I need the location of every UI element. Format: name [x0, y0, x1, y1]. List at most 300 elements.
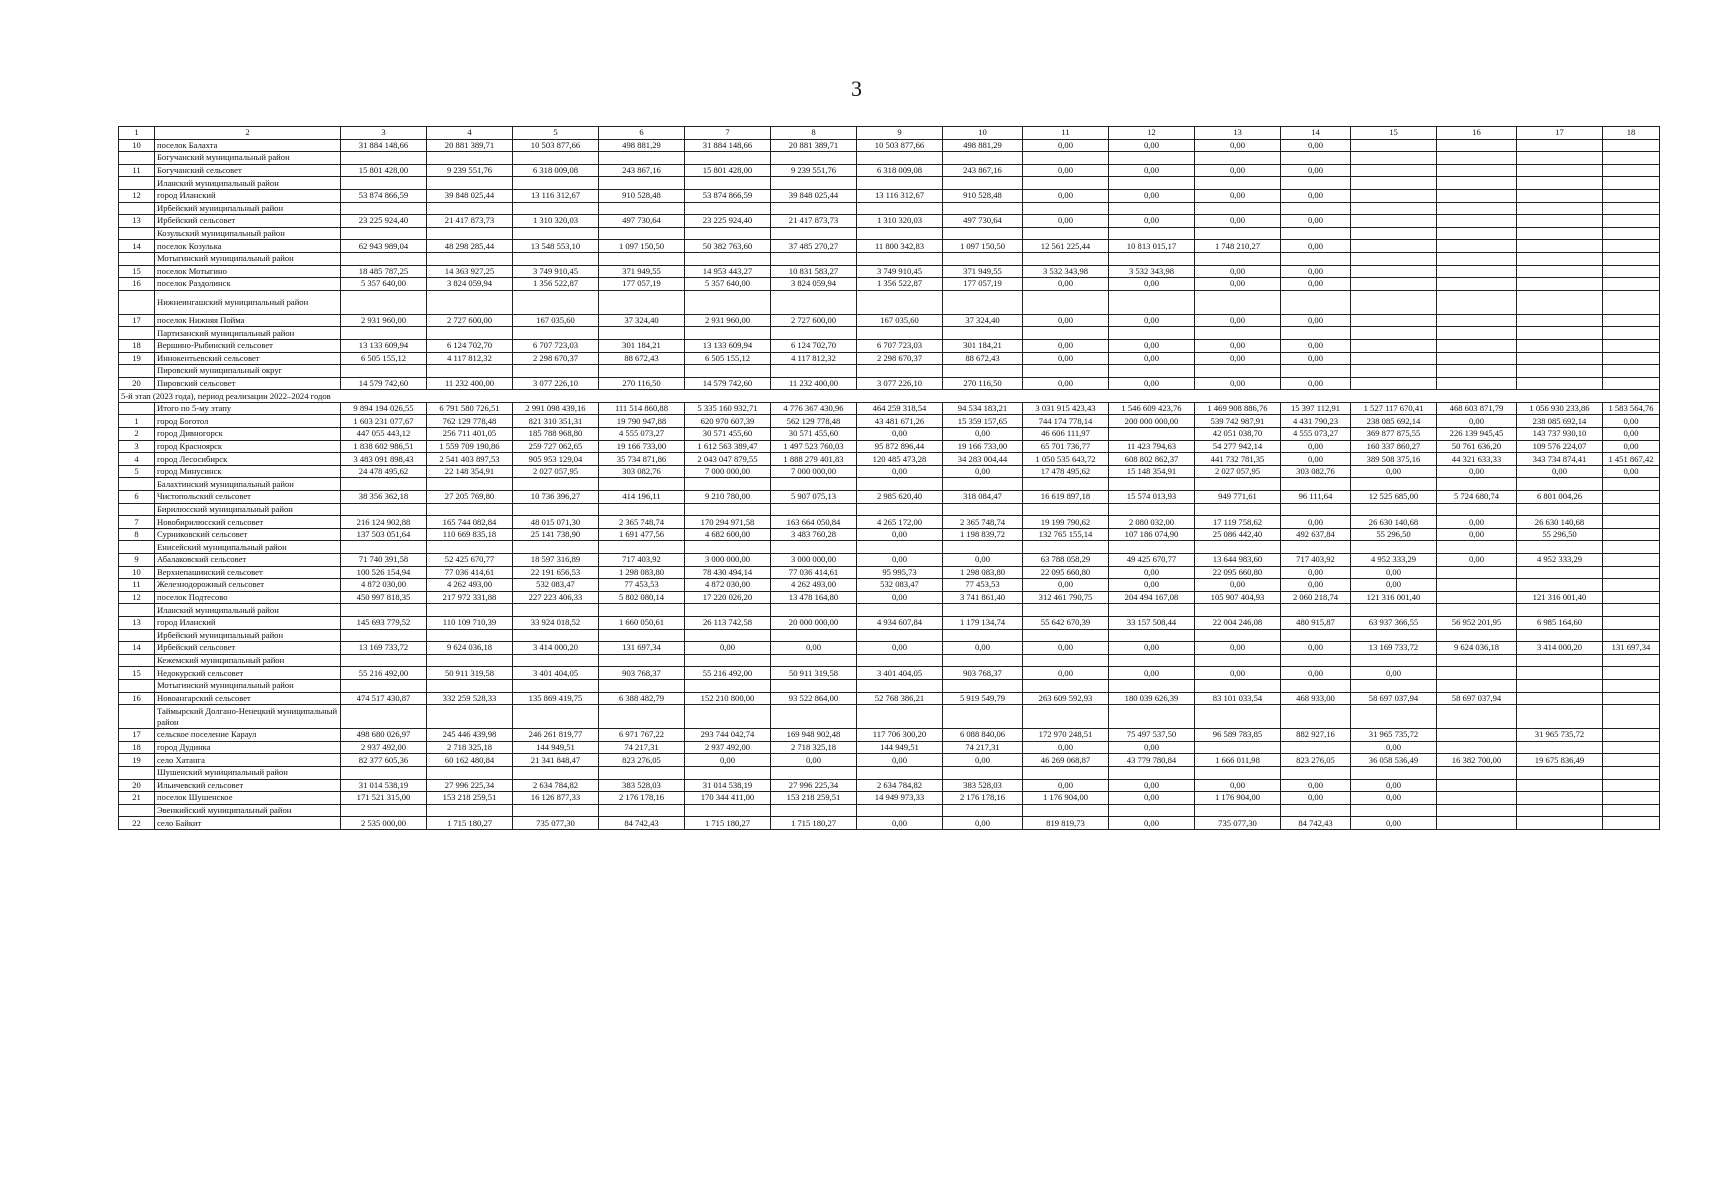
- value-cell: [1437, 667, 1517, 680]
- value-cell: [1109, 654, 1195, 667]
- value-cell: [513, 654, 599, 667]
- value-cell: 36 058 536,49: [1351, 754, 1437, 767]
- value-cell: 823 276,05: [599, 754, 685, 767]
- settlement-name: Абалаковский сельсовет: [155, 554, 341, 567]
- row-number: 16: [119, 278, 155, 291]
- value-cell: 3 414 000,20: [1517, 642, 1603, 655]
- value-cell: 31 014 538,19: [341, 779, 427, 792]
- value-cell: 17 478 495,62: [1023, 465, 1109, 478]
- value-cell: [1603, 352, 1660, 365]
- value-cell: 6 985 164,60: [1517, 616, 1603, 629]
- value-cell: 0,00: [1195, 339, 1281, 352]
- value-cell: 0,00: [1351, 667, 1437, 680]
- value-cell: [427, 604, 513, 617]
- value-cell: [1109, 804, 1195, 817]
- value-cell: 0,00: [1351, 465, 1437, 478]
- value-cell: 1 310 320,03: [857, 215, 943, 228]
- value-cell: [771, 152, 857, 165]
- value-cell: [771, 290, 857, 314]
- value-cell: [1437, 654, 1517, 667]
- value-cell: [857, 804, 943, 817]
- value-cell: 9 239 551,76: [771, 164, 857, 177]
- value-cell: [341, 541, 427, 554]
- value-cell: 48 015 071,30: [513, 516, 599, 529]
- value-cell: 0,00: [1195, 139, 1281, 152]
- value-cell: 0,00: [1195, 352, 1281, 365]
- table-row: [119, 642, 1660, 655]
- value-cell: 171 521 315,00: [341, 792, 427, 805]
- value-cell: 37 324,40: [943, 314, 1023, 327]
- value-cell: [1351, 654, 1437, 667]
- value-cell: 58 697 037,94: [1437, 692, 1517, 705]
- value-cell: 71 740 391,58: [341, 554, 427, 567]
- value-cell: 10 831 583,27: [771, 265, 857, 278]
- table-row: [119, 667, 1660, 680]
- value-cell: 3 000 000,00: [685, 554, 771, 567]
- value-cell: 383 528,03: [943, 779, 1023, 792]
- value-cell: 170 344 411,00: [685, 792, 771, 805]
- value-cell: 735 077,30: [1195, 817, 1281, 830]
- value-cell: [1437, 377, 1517, 390]
- value-cell: [1437, 579, 1517, 592]
- value-cell: 177 057,19: [943, 278, 1023, 291]
- header-cell: 14: [1281, 127, 1351, 140]
- value-cell: [341, 227, 427, 240]
- value-cell: 246 261 819,77: [513, 729, 599, 742]
- value-cell: [857, 365, 943, 378]
- value-cell: 22 004 246,08: [1195, 616, 1281, 629]
- value-cell: [1437, 152, 1517, 165]
- value-cell: [599, 202, 685, 215]
- value-cell: [427, 365, 513, 378]
- value-cell: [1603, 152, 1660, 165]
- value-cell: 0,00: [1109, 352, 1195, 365]
- value-cell: 1 298 083,80: [943, 566, 1023, 579]
- value-cell: 0,00: [1603, 465, 1660, 478]
- header-cell: 16: [1437, 127, 1517, 140]
- value-cell: [1603, 616, 1660, 629]
- row-number: 15: [119, 667, 155, 680]
- value-cell: 312 461 790,75: [1023, 591, 1109, 604]
- value-cell: 13 169 733,72: [341, 642, 427, 655]
- value-cell: 238 085 692,14: [1517, 415, 1603, 428]
- value-cell: [1109, 604, 1195, 617]
- settlement-name: поселок Мотыгино: [155, 265, 341, 278]
- value-cell: [685, 503, 771, 516]
- value-cell: [1603, 516, 1660, 529]
- table-row: [119, 616, 1660, 629]
- value-cell: [599, 654, 685, 667]
- value-cell: 19 166 733,00: [599, 440, 685, 453]
- value-cell: 0,00: [1281, 215, 1351, 228]
- value-cell: 153 218 259,51: [427, 792, 513, 805]
- value-cell: 910 528,48: [943, 189, 1023, 202]
- value-cell: [1517, 766, 1603, 779]
- value-cell: [1281, 365, 1351, 378]
- value-cell: [1603, 604, 1660, 617]
- value-cell: 4 117 812,32: [427, 352, 513, 365]
- value-cell: 31 965 735,72: [1351, 729, 1437, 742]
- value-cell: 717 403,92: [1281, 554, 1351, 567]
- value-cell: [1281, 604, 1351, 617]
- value-cell: 2 937 492,00: [685, 741, 771, 754]
- value-cell: 42 051 038,70: [1195, 428, 1281, 441]
- value-cell: [1195, 290, 1281, 314]
- value-cell: [685, 290, 771, 314]
- value-cell: 4 431 790,23: [1281, 415, 1351, 428]
- value-cell: [1351, 804, 1437, 817]
- table-row: [119, 792, 1660, 805]
- value-cell: 2 931 960,00: [341, 314, 427, 327]
- value-cell: 26 630 140,68: [1517, 516, 1603, 529]
- value-cell: [427, 503, 513, 516]
- value-cell: [1023, 177, 1109, 190]
- value-cell: 46 606 111,97: [1023, 428, 1109, 441]
- value-cell: 0,00: [1281, 516, 1351, 529]
- value-cell: 0,00: [1281, 453, 1351, 466]
- value-cell: 6 801 004,26: [1517, 491, 1603, 504]
- value-cell: [1195, 478, 1281, 491]
- value-cell: 20 000 000,00: [771, 616, 857, 629]
- value-cell: [1603, 377, 1660, 390]
- value-cell: [1517, 240, 1603, 253]
- value-cell: 6 124 702,70: [427, 339, 513, 352]
- row-number: [119, 327, 155, 340]
- value-cell: [1195, 604, 1281, 617]
- value-cell: 0,00: [1603, 440, 1660, 453]
- value-cell: [943, 202, 1023, 215]
- value-cell: [1351, 227, 1437, 240]
- settlement-name: сельское поселение Караул: [155, 729, 341, 742]
- value-cell: 3 000 000,00: [771, 554, 857, 567]
- district-row: [119, 766, 1660, 779]
- value-cell: [1351, 629, 1437, 642]
- value-cell: [1109, 252, 1195, 265]
- value-cell: 15 801 428,00: [341, 164, 427, 177]
- value-cell: [427, 705, 513, 729]
- value-cell: 6 318 009,08: [857, 164, 943, 177]
- value-cell: 1 179 134,74: [943, 616, 1023, 629]
- row-number: [119, 766, 155, 779]
- value-cell: 0,00: [1281, 314, 1351, 327]
- value-cell: 20 881 389,71: [771, 139, 857, 152]
- value-cell: [943, 503, 1023, 516]
- value-cell: 4 952 333,29: [1517, 554, 1603, 567]
- district-name: Нижнеингашский муниципальный район: [155, 290, 341, 314]
- value-cell: [341, 252, 427, 265]
- value-cell: [943, 654, 1023, 667]
- value-cell: [1437, 503, 1517, 516]
- value-cell: [1437, 478, 1517, 491]
- value-cell: 2 937 492,00: [341, 741, 427, 754]
- value-cell: [771, 654, 857, 667]
- row-number: 13: [119, 616, 155, 629]
- value-cell: 177 057,19: [599, 278, 685, 291]
- value-cell: [1023, 202, 1109, 215]
- table-row: [119, 579, 1660, 592]
- value-cell: [427, 654, 513, 667]
- value-cell: [1351, 290, 1437, 314]
- value-cell: 532 083,47: [857, 579, 943, 592]
- value-cell: 0,00: [1023, 278, 1109, 291]
- value-cell: [513, 227, 599, 240]
- value-cell: [1281, 705, 1351, 729]
- value-cell: [1437, 240, 1517, 253]
- value-cell: 4 555 073,27: [1281, 428, 1351, 441]
- table-row: [119, 591, 1660, 604]
- value-cell: 100 526 154,94: [341, 566, 427, 579]
- table-row: [119, 817, 1660, 830]
- value-cell: [1351, 352, 1437, 365]
- value-cell: [771, 705, 857, 729]
- value-cell: [857, 152, 943, 165]
- value-cell: 0,00: [1351, 579, 1437, 592]
- row-number: [119, 541, 155, 554]
- value-cell: 39 848 025,44: [427, 189, 513, 202]
- value-cell: [1603, 252, 1660, 265]
- value-cell: 464 259 318,54: [857, 402, 943, 415]
- value-cell: 52 768 386,21: [857, 692, 943, 705]
- value-cell: [513, 327, 599, 340]
- value-cell: 7 000 000,00: [771, 465, 857, 478]
- value-cell: 1 198 839,72: [943, 528, 1023, 541]
- value-cell: [1603, 215, 1660, 228]
- value-cell: 5 335 160 932,71: [685, 402, 771, 415]
- value-cell: 608 802 862,37: [1109, 453, 1195, 466]
- settlement-name: город Красноярск: [155, 440, 341, 453]
- value-cell: [1437, 741, 1517, 754]
- value-cell: [1517, 604, 1603, 617]
- value-cell: [427, 766, 513, 779]
- value-cell: 95 872 896,44: [857, 440, 943, 453]
- value-cell: [1603, 554, 1660, 567]
- value-cell: 167 035,60: [513, 314, 599, 327]
- settlement-name: город Дудинка: [155, 741, 341, 754]
- value-cell: 0,00: [1109, 779, 1195, 792]
- table-row: [119, 428, 1660, 441]
- value-cell: [1517, 278, 1603, 291]
- value-cell: [1603, 177, 1660, 190]
- value-cell: 31 884 148,66: [685, 139, 771, 152]
- value-cell: 270 116,50: [599, 377, 685, 390]
- value-cell: 84 742,43: [599, 817, 685, 830]
- value-cell: [513, 503, 599, 516]
- settlement-name: город Дивногорск: [155, 428, 341, 441]
- value-cell: 14 579 742,60: [341, 377, 427, 390]
- district-row: [119, 654, 1660, 667]
- table-row: [119, 729, 1660, 742]
- value-cell: [1351, 189, 1437, 202]
- value-cell: 468 933,00: [1281, 692, 1351, 705]
- value-cell: 0,00: [1023, 139, 1109, 152]
- value-cell: 2 176 178,16: [599, 792, 685, 805]
- value-cell: 13 169 733,72: [1351, 642, 1437, 655]
- value-cell: [1603, 327, 1660, 340]
- value-cell: [1437, 566, 1517, 579]
- value-cell: 0,00: [1109, 667, 1195, 680]
- header-cell: 12: [1109, 127, 1195, 140]
- header-cell: 10: [943, 127, 1023, 140]
- table-row: [119, 516, 1660, 529]
- value-cell: [1195, 804, 1281, 817]
- value-cell: 0,00: [1109, 642, 1195, 655]
- value-cell: 480 915,87: [1281, 616, 1351, 629]
- district-row: [119, 152, 1660, 165]
- value-cell: 539 742 987,91: [1195, 415, 1281, 428]
- value-cell: 441 732 781,35: [1195, 453, 1281, 466]
- value-cell: [599, 177, 685, 190]
- value-cell: 4 872 030,00: [341, 579, 427, 592]
- settlement-name: поселок Балахта: [155, 139, 341, 152]
- value-cell: 2 298 670,37: [857, 352, 943, 365]
- value-cell: [1603, 679, 1660, 692]
- header-cell: 7: [685, 127, 771, 140]
- value-cell: 0,00: [1109, 792, 1195, 805]
- table-row: [119, 265, 1660, 278]
- value-cell: 2 027 057,95: [1195, 465, 1281, 478]
- value-cell: 498 881,29: [943, 139, 1023, 152]
- value-cell: 293 744 042,74: [685, 729, 771, 742]
- value-cell: 371 949,55: [599, 265, 685, 278]
- value-cell: [1517, 667, 1603, 680]
- district-row: [119, 365, 1660, 378]
- value-cell: [1023, 705, 1109, 729]
- value-cell: 0,00: [943, 817, 1023, 830]
- value-cell: [1437, 804, 1517, 817]
- table-row: [119, 314, 1660, 327]
- row-number: 22: [119, 817, 155, 830]
- value-cell: 27 996 225,34: [771, 779, 857, 792]
- table-row: [119, 240, 1660, 253]
- value-cell: [1517, 215, 1603, 228]
- value-cell: [427, 541, 513, 554]
- value-cell: 15 148 354,91: [1109, 465, 1195, 478]
- value-cell: 3 532 343,98: [1109, 265, 1195, 278]
- value-cell: 30 571 455,60: [771, 428, 857, 441]
- value-cell: [1195, 177, 1281, 190]
- value-cell: [1109, 327, 1195, 340]
- value-cell: [513, 541, 599, 554]
- value-cell: 111 514 860,88: [599, 402, 685, 415]
- value-cell: [1195, 541, 1281, 554]
- value-cell: 14 949 973,33: [857, 792, 943, 805]
- value-cell: [1109, 290, 1195, 314]
- value-cell: 497 730,64: [943, 215, 1023, 228]
- value-cell: [599, 604, 685, 617]
- header-cell: 6: [599, 127, 685, 140]
- value-cell: [1603, 729, 1660, 742]
- value-cell: 1 660 050,61: [599, 616, 685, 629]
- value-cell: [1603, 705, 1660, 729]
- value-cell: [1437, 215, 1517, 228]
- value-cell: [1281, 478, 1351, 491]
- value-cell: [1603, 240, 1660, 253]
- value-cell: 7 000 000,00: [685, 465, 771, 478]
- settlement-name: Новобирилюсский сельсовет: [155, 516, 341, 529]
- value-cell: [857, 177, 943, 190]
- table-row: [119, 402, 1660, 415]
- value-cell: 0,00: [1023, 779, 1109, 792]
- value-cell: 0,00: [1195, 265, 1281, 278]
- value-cell: 4 262 493,00: [427, 579, 513, 592]
- value-cell: [685, 327, 771, 340]
- value-cell: 10 736 396,27: [513, 491, 599, 504]
- value-cell: 474 517 430,87: [341, 692, 427, 705]
- value-cell: 0,00: [771, 754, 857, 767]
- value-cell: [1281, 252, 1351, 265]
- value-cell: [1437, 252, 1517, 265]
- value-cell: 2 080 032,00: [1109, 516, 1195, 529]
- value-cell: [771, 604, 857, 617]
- table-row: [119, 528, 1660, 541]
- value-cell: [1603, 314, 1660, 327]
- value-cell: 1 356 522,87: [513, 278, 599, 291]
- value-cell: [1109, 365, 1195, 378]
- table-row: [119, 491, 1660, 504]
- value-cell: 6 707 723,03: [857, 339, 943, 352]
- value-cell: [1603, 817, 1660, 830]
- value-cell: 0,00: [1109, 139, 1195, 152]
- header-cell: 8: [771, 127, 857, 140]
- row-number: [119, 227, 155, 240]
- value-cell: 0,00: [1351, 792, 1437, 805]
- value-cell: 153 218 259,51: [771, 792, 857, 805]
- value-cell: [1109, 478, 1195, 491]
- value-cell: 63 788 058,29: [1023, 554, 1109, 567]
- row-number: 15: [119, 265, 155, 278]
- value-cell: 562 129 778,48: [771, 415, 857, 428]
- value-cell: 74 217,31: [599, 741, 685, 754]
- value-cell: [771, 679, 857, 692]
- value-cell: [599, 503, 685, 516]
- value-cell: 19 166 733,00: [943, 440, 1023, 453]
- value-cell: 9 624 036,18: [1437, 642, 1517, 655]
- row-number: 12: [119, 189, 155, 202]
- value-cell: 498 680 026,97: [341, 729, 427, 742]
- value-cell: 2 985 620,40: [857, 491, 943, 504]
- value-cell: 1 451 867,42: [1603, 453, 1660, 466]
- value-cell: 6 971 767,22: [599, 729, 685, 742]
- value-cell: [1437, 227, 1517, 240]
- value-cell: [857, 252, 943, 265]
- value-cell: 13 548 553,10: [513, 240, 599, 253]
- value-cell: [1351, 604, 1437, 617]
- value-cell: 24 478 495,62: [341, 465, 427, 478]
- value-cell: [427, 252, 513, 265]
- value-cell: [1603, 365, 1660, 378]
- value-cell: 1 546 609 423,76: [1109, 402, 1195, 415]
- value-cell: [1603, 528, 1660, 541]
- value-cell: [1281, 654, 1351, 667]
- value-cell: [1281, 152, 1351, 165]
- value-cell: [1281, 541, 1351, 554]
- row-number: [119, 705, 155, 729]
- value-cell: 143 737 930,10: [1517, 428, 1603, 441]
- value-cell: [427, 327, 513, 340]
- value-cell: [1517, 202, 1603, 215]
- row-number: 2: [119, 428, 155, 441]
- value-cell: [1023, 478, 1109, 491]
- value-cell: 0,00: [857, 642, 943, 655]
- value-cell: [1603, 779, 1660, 792]
- row-number: 16: [119, 692, 155, 705]
- value-cell: 27 205 769,80: [427, 491, 513, 504]
- value-cell: 204 494 167,08: [1109, 591, 1195, 604]
- district-row: [119, 705, 1660, 729]
- value-cell: [1603, 478, 1660, 491]
- value-cell: [1195, 705, 1281, 729]
- value-cell: [427, 679, 513, 692]
